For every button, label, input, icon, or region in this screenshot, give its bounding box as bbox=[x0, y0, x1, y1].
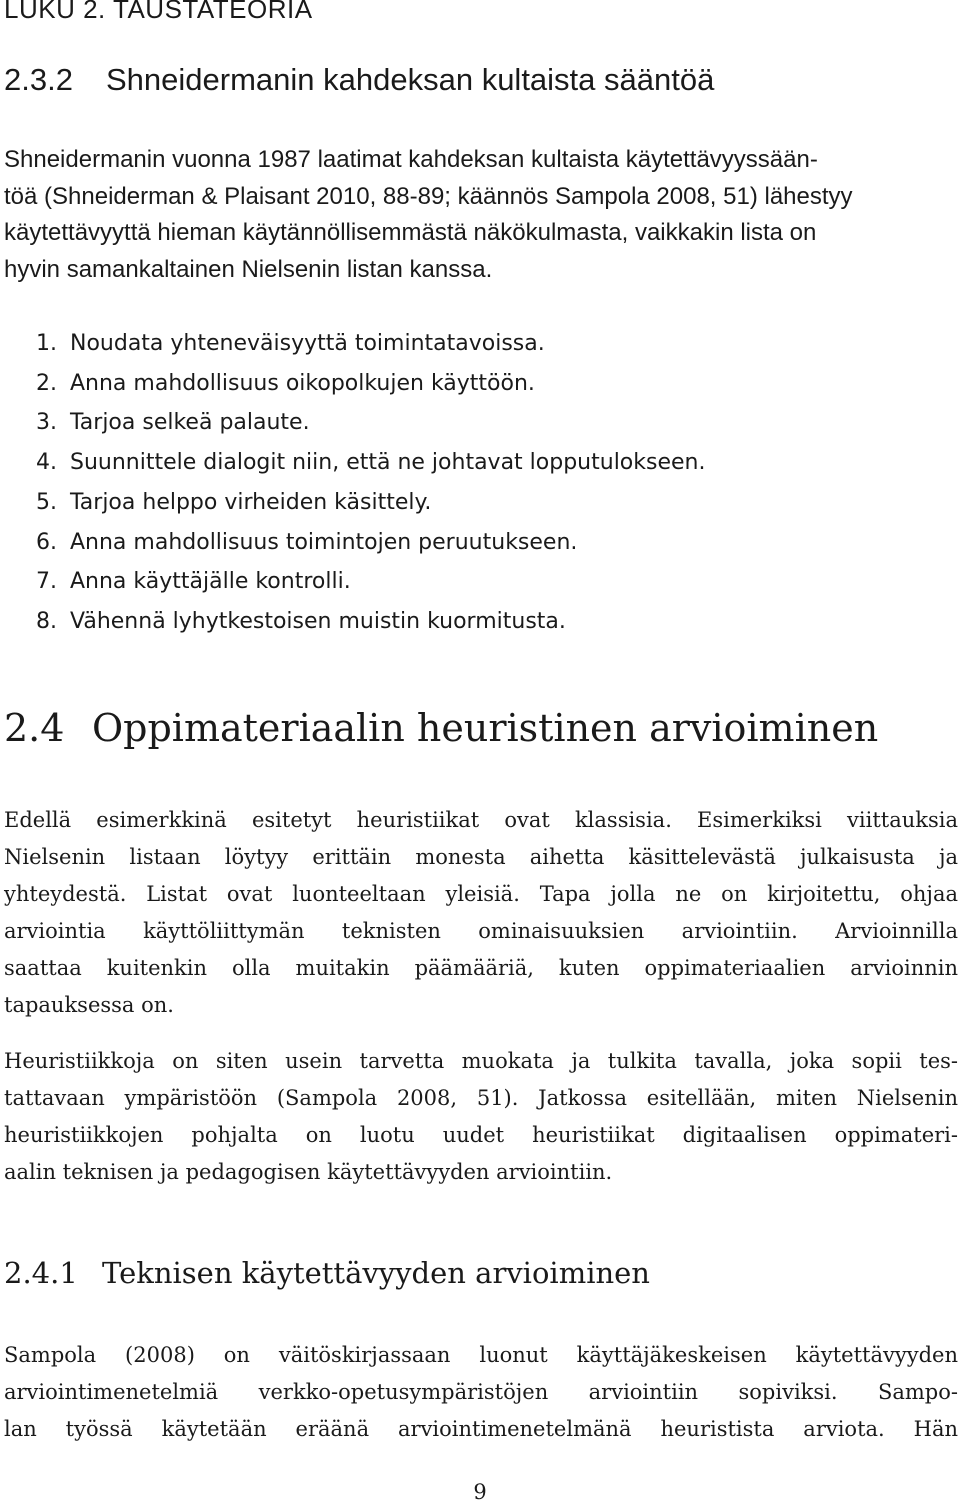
paragraph-line: hyvin samankaltainen Nielsenin listan kanssa. bbox=[4, 256, 493, 284]
list-item bbox=[36, 443, 705, 483]
subsection-title: Shneidermanin kahdeksan kultaista sääntöä bbox=[106, 62, 715, 97]
paragraph-line: töä (Shneiderman & Plaisant 2010, 88-89; käännös Sampola 2008, 51) lähestyy bbox=[4, 182, 853, 210]
list-item bbox=[36, 324, 705, 364]
subsection-number: 2.3.2 bbox=[4, 62, 73, 97]
list-item bbox=[36, 483, 705, 523]
paragraph-line: Nielsenin listaan löytyy erittäin monesta aihetta käsittelevästä julkaisusta ja bbox=[4, 845, 958, 869]
list-index: 6. bbox=[36, 529, 57, 555]
paragraph-line: tattavaan ympäristöön (Sampola 2008, 51). Jatkossa esitellään, miten Nielsenin bbox=[4, 1086, 958, 1110]
list-item bbox=[36, 364, 705, 404]
list-index: 4. bbox=[36, 450, 57, 476]
subsection-number: 2.4.1 bbox=[4, 1256, 78, 1290]
list-text: Anna mahdollisuus oikopolkujen käyttöön. bbox=[70, 370, 535, 396]
list-index: 7. bbox=[36, 569, 57, 595]
section-heading-2-4 bbox=[4, 706, 878, 750]
paragraph-line: lan työssä käytetään eräänä arviointimenetelmänä heuristista arviota. Hän bbox=[4, 1417, 958, 1441]
list-text: Anna käyttäjälle kontrolli. bbox=[70, 569, 351, 595]
subsection-heading-2-4-1 bbox=[4, 1256, 650, 1290]
intro-paragraph bbox=[4, 142, 958, 289]
list-text: Suunnittele dialogit niin, että ne johtavat lopputulokseen. bbox=[70, 450, 706, 476]
list-index: 3. bbox=[36, 410, 57, 436]
paragraph-line: arviointimenetelmiä verkko-opetusympäristöjen arviointiin sopiviksi. Sampo- bbox=[4, 1380, 958, 1404]
paragraph-line: arviointia käyttöliittymän teknisten ominaisuuksien arviointiin. Arvioinnilla bbox=[4, 919, 958, 943]
list-index: 5. bbox=[36, 489, 57, 515]
paragraph-line: Edellä esimerkkinä esitetyt heuristiikat ovat klassisia. Esimerkiksi viittauksia bbox=[4, 808, 958, 832]
list-item bbox=[36, 403, 705, 443]
paragraph-line: Shneidermanin vuonna 1987 laatimat kahdeksan kultaista käytettävyyssään- bbox=[4, 146, 818, 173]
paragraph-line: Heuristiikkoja on siten usein tarvetta muokata ja tulkita tavalla, joka sopii tes- bbox=[4, 1049, 958, 1073]
section-number: 2.4 bbox=[4, 706, 65, 750]
page-number: 9 bbox=[473, 1480, 487, 1504]
section-2-4-paragraph-1 bbox=[4, 802, 958, 1024]
list-item bbox=[36, 562, 705, 602]
list-index: 1. bbox=[36, 331, 57, 356]
paragraph-line: tapauksessa on. bbox=[4, 993, 174, 1017]
golden-rules-list bbox=[36, 324, 705, 642]
paragraph-line: käytettävyyttä hieman käytännöllisemmästä näkökulmasta, vaikkakin lista on bbox=[4, 219, 817, 247]
paragraph-line: aalin teknisen ja pedagogisen käytettävyyden arviointiin. bbox=[4, 1160, 613, 1184]
paragraph-line: Sampola (2008) on väitöskirjassaan luonut käyttäjäkeskeisen käytettävyyden bbox=[4, 1343, 958, 1367]
paragraph-line: saattaa kuitenkin olla muitakin päämääriä, kuten oppimateriaalien arvioinnin bbox=[4, 956, 958, 980]
list-item bbox=[36, 523, 705, 563]
list-index: 8. bbox=[36, 608, 57, 634]
list-text: Vähennä lyhytkestoisen muistin kuormitusta. bbox=[70, 608, 566, 634]
paragraph-line: yhteydestä. Listat ovat luonteeltaan yleisiä. Tapa jolla ne on kirjoitettu, ohjaa bbox=[4, 882, 958, 906]
section-title: Oppimateriaalin heuristinen arvioiminen bbox=[92, 706, 879, 750]
list-item bbox=[36, 602, 705, 642]
subsection-2-4-1-paragraph bbox=[4, 1337, 958, 1448]
list-text: Noudata yhteneväisyyttä toimintatavoissa. bbox=[70, 331, 545, 356]
list-text: Anna mahdollisuus toimintojen peruutukseen. bbox=[70, 529, 578, 555]
running-head: LUKU 2. TAUSTATEORIA bbox=[4, 0, 313, 24]
list-text: Tarjoa selkeä palaute. bbox=[70, 410, 310, 436]
subsection-heading-2-3-2 bbox=[4, 62, 714, 98]
paragraph-line: heuristiikkojen pohjalta on luotu uudet heuristiikat digitaalisen oppimateri- bbox=[4, 1123, 958, 1147]
list-text: Tarjoa helppo virheiden käsittely. bbox=[70, 489, 432, 515]
list-index: 2. bbox=[36, 370, 57, 396]
subsection-title: Teknisen käytettävyyden arvioiminen bbox=[102, 1256, 650, 1290]
section-2-4-paragraph-2 bbox=[4, 1043, 958, 1191]
